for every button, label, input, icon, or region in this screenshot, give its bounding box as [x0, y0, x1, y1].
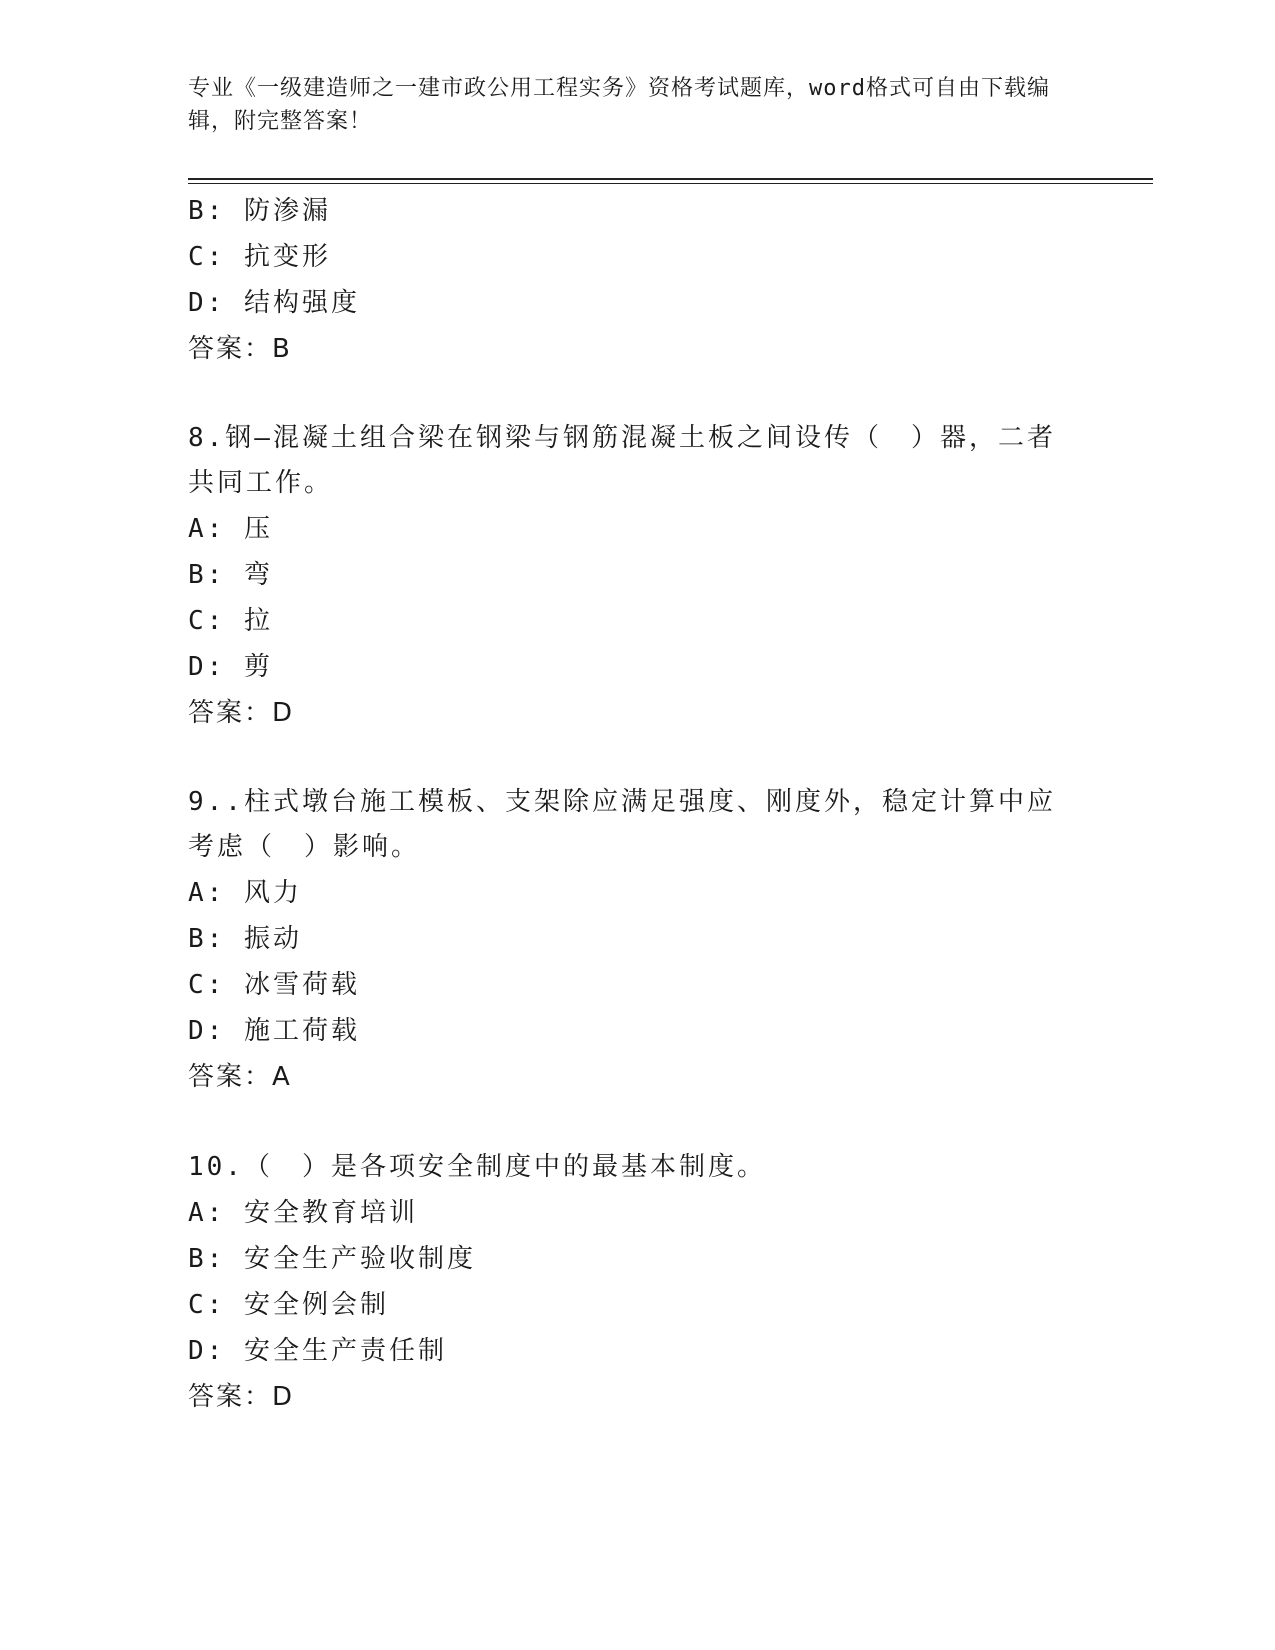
question-stem: 10.（ ）是各项安全制度中的最基本制度。	[188, 1152, 766, 1182]
option-c: C: 抗变形	[188, 242, 331, 272]
question-9	[188, 780, 1088, 1100]
option-b: B: 弯	[188, 560, 273, 590]
question-8	[188, 416, 1088, 736]
question-stem: 9..柱式墩台施工模板、支架除应满足强度、刚度外，稳定计算中应考虑（ ）影响。	[188, 787, 1056, 862]
option-d: D: 结构强度	[188, 288, 360, 318]
option-a: A: 压	[188, 514, 273, 544]
option-a: A: 安全教育培训	[188, 1198, 418, 1228]
answer: 答案：D	[188, 1382, 295, 1412]
question-stem: 8.钢—混凝土组合梁在钢梁与钢筋混凝土板之间设传（ ）器，二者共同工作。	[188, 423, 1056, 498]
question-list	[188, 188, 1088, 1420]
answer: 答案：A	[188, 1062, 292, 1092]
option-b: B: 安全生产验收制度	[188, 1244, 476, 1274]
option-c: C: 拉	[188, 606, 273, 636]
header-divider-thin	[188, 183, 1153, 184]
option-d: D: 施工荷载	[188, 1016, 360, 1046]
option-d: D: 剪	[188, 652, 273, 682]
answer: 答案：D	[188, 698, 295, 728]
question-10	[188, 1144, 1088, 1420]
option-c: C: 安全例会制	[188, 1290, 389, 1320]
option-b: B: 防渗漏	[188, 196, 331, 226]
option-d: D: 安全生产责任制	[188, 1336, 447, 1366]
option-b: B: 振动	[188, 924, 302, 954]
option-c: C: 冰雪荷载	[188, 970, 360, 1000]
option-a: A: 风力	[188, 878, 302, 908]
document-header: 专业《一级建造师之一建市政公用工程实务》资格考试题库，word格式可自由下载编辑，附完整答案！	[188, 76, 1050, 134]
question-7	[188, 188, 1088, 372]
answer: 答案：B	[188, 334, 292, 364]
header-divider-thick	[188, 178, 1153, 180]
